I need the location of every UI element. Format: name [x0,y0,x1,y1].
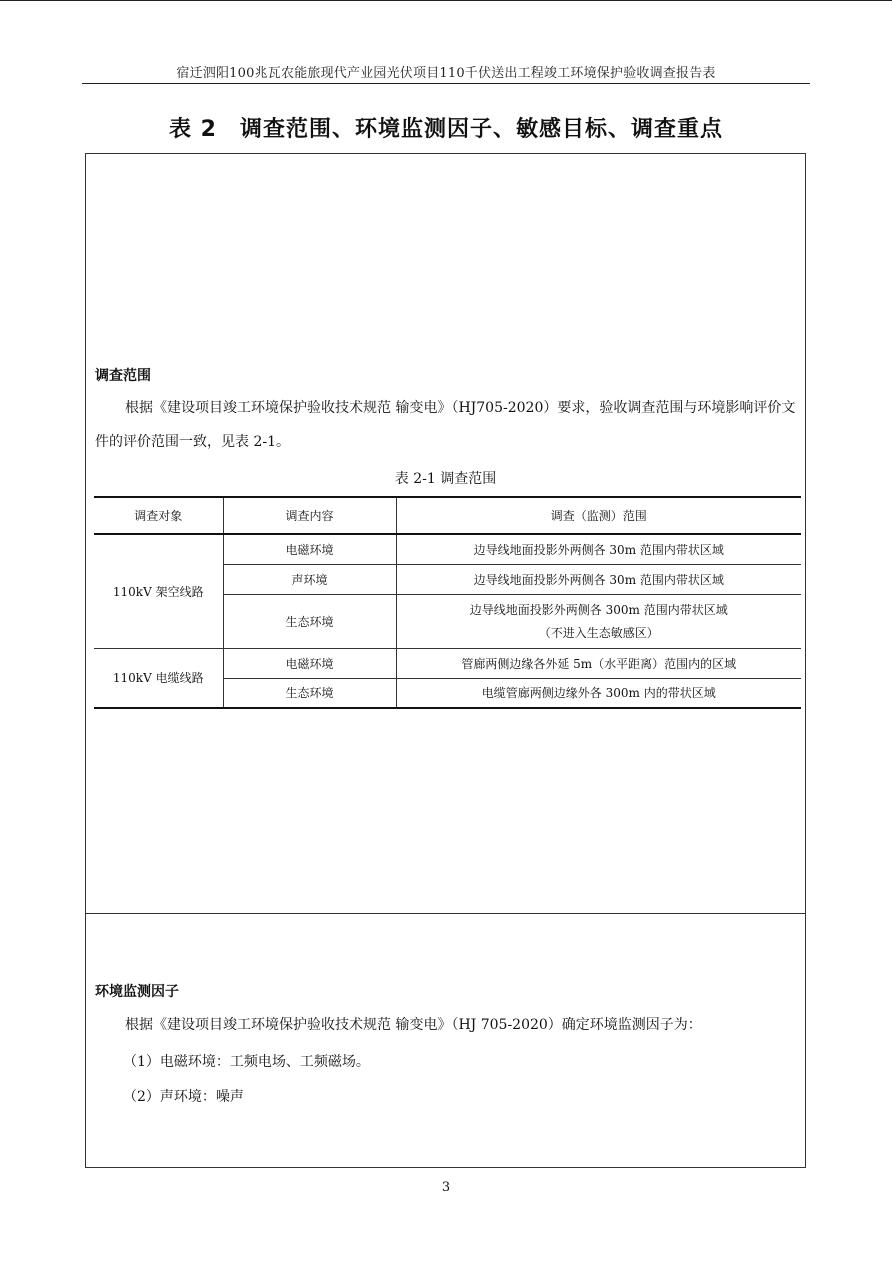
range-note: （不进入生态敏感区） [538,626,659,640]
object-cell: 110kV 架空线路 [94,534,223,648]
col-header-range: 调查（监测）范围 [396,497,801,534]
range-cell: 管廊两侧边缘各外延 5m（水平距离）范围内的区域 [396,648,801,678]
page-number: 3 [441,1180,451,1195]
monitoring-paragraph-text: 根据《建设项目竣工环境保护验收技术规范 输变电》（HJ 705-2020）确定环境监测因子为： [125,1017,702,1033]
col-header-object: 调查对象 [94,497,223,534]
document-header: 宿迁泗阳100兆瓦农能旅现代产业园光伏项目110千伏送出工程竣工环境保护验收调查报告表 [176,66,716,81]
content-cell: 生态环境 [223,678,396,708]
table-row [94,534,801,564]
content-cell: 电磁环境 [223,648,396,678]
range-cell [396,594,801,648]
scope-paragraph-text: 根据《建设项目竣工环境保护验收技术规范 输变电》（HJ705-2020）要求，验收调查范围与环境影响评价文件的评价范围一致，见表 2-1。 [95,400,796,450]
col-header-content: 调查内容 [223,497,396,534]
range-cell: 电缆管廊两侧边缘外各 300m 内的带状区域 [396,678,801,708]
content-frame [85,153,806,1168]
range-cell: 边导线地面投影外两侧各 30m 范围内带状区域 [396,534,801,564]
content-cell: 生态环境 [223,594,396,648]
header-rule [82,83,810,84]
range-text: 边导线地面投影外两侧各 300m 范围内带状区域 [469,603,728,617]
object-cell: 110kV 电缆线路 [94,648,223,708]
scope-paragraph [95,391,800,459]
monitoring-paragraph [95,1008,800,1042]
section-divider [86,913,805,914]
monitoring-item: （2）声环境：噪声 [123,1089,244,1105]
table-header-row [94,497,801,534]
table-row [94,648,801,678]
table-caption: 表 2-1 调查范围 [394,471,497,487]
content-cell: 声环境 [223,564,396,594]
monitoring-item: （1）电磁环境：工频电场、工频磁场。 [123,1054,370,1070]
top-border [0,0,892,1]
content-cell: 电磁环境 [223,534,396,564]
scope-table [94,496,801,709]
scope-heading: 调查范围 [95,368,151,384]
page-title: 表 2 调查范围、环境监测因子、敏感目标、调查重点 [169,117,723,142]
range-cell: 边导线地面投影外两侧各 30m 范围内带状区域 [396,564,801,594]
monitoring-heading: 环境监测因子 [95,984,179,1000]
